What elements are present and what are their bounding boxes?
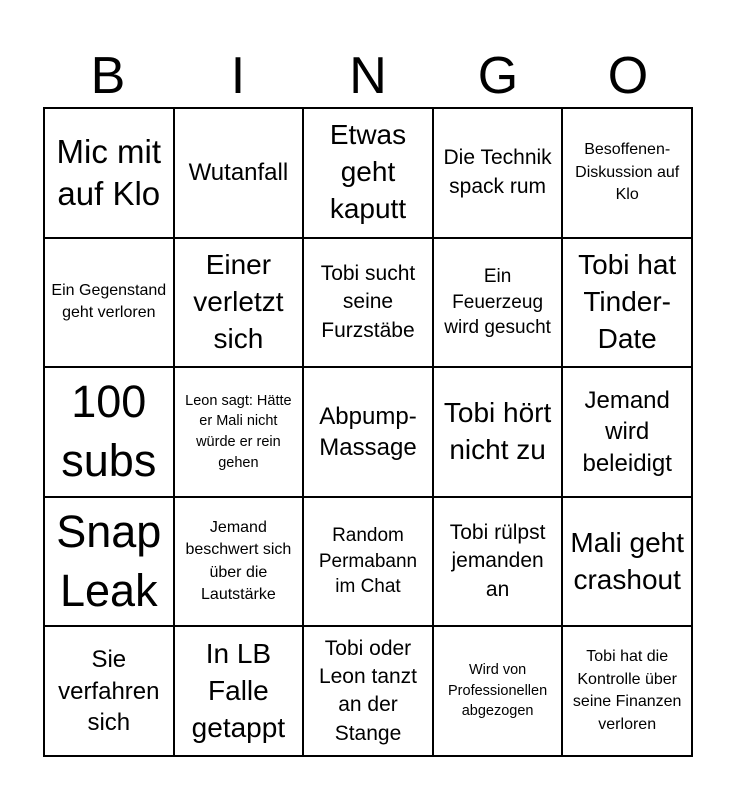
cell-text: Tobi sucht seine Furzstäbe [320, 261, 416, 342]
cell-text: Wird von Professionellen abgezogen [448, 662, 548, 720]
bingo-cell[interactable] [44, 108, 174, 238]
bingo-cell[interactable] [44, 367, 174, 497]
cell-text: Ein Feuerzeug wird gesucht [444, 265, 551, 339]
bingo-cell[interactable] [174, 108, 304, 238]
bingo-cell[interactable] [44, 497, 174, 627]
bingo-cell[interactable] [562, 497, 692, 627]
bingo-cell[interactable] [174, 497, 304, 627]
bingo-cell[interactable] [562, 626, 692, 756]
cell-text: Die Technik spack rum [443, 146, 552, 198]
header-letter-n: N [349, 47, 387, 105]
bingo-cell[interactable] [303, 238, 433, 368]
cell-text: Mali geht crashout [570, 526, 684, 595]
bingo-cell[interactable] [303, 108, 433, 238]
bingo-grid [43, 107, 693, 757]
cell-text: Besoffenen-Diskussion auf Klo [575, 141, 680, 203]
cell-text: Abpump-Massage [319, 402, 417, 461]
cell-text: Snap Leak [56, 506, 162, 616]
bingo-cell[interactable] [562, 108, 692, 238]
bingo-cell[interactable] [174, 238, 304, 368]
bingo-cell[interactable] [433, 626, 563, 756]
cell-text: Tobi rülpst jemanden an [449, 521, 546, 601]
cell-text: Sie verfahren sich [58, 646, 160, 736]
bingo-cell[interactable] [44, 238, 174, 368]
header-letter-b: B [90, 47, 126, 105]
bingo-cell[interactable] [44, 626, 174, 756]
cell-text: Wutanfall [188, 159, 289, 187]
cell-text: Jemand wird beleidigt [582, 387, 672, 477]
cell-text: Einer verletzt sich [193, 248, 284, 354]
cell-text: Jemand beschwert sich über die Lautstärke [185, 518, 292, 603]
bingo-cell[interactable] [174, 367, 304, 497]
cell-text: Ein Gegenstand geht verloren [51, 282, 167, 322]
bingo-cell[interactable] [433, 108, 563, 238]
cell-text: Random Permabann im Chat [318, 525, 418, 598]
header-letter-i: I [230, 47, 246, 105]
bingo-cell[interactable] [303, 626, 433, 756]
bingo-cell[interactable] [303, 497, 433, 627]
cell-text: Etwas geht kaputt [329, 119, 407, 225]
bingo-cell[interactable] [562, 238, 692, 368]
bingo-cell[interactable] [433, 497, 563, 627]
bingo-cell[interactable] [174, 626, 304, 756]
cell-text: Tobi oder Leon tanzt an der Stange [318, 636, 418, 745]
cell-text: Tobi hat Tinder-Date [578, 248, 677, 354]
cell-text: Tobi hat die Kontrolle über seine Finanzen verloren [572, 648, 682, 733]
cell-text: In LB Falle getappt [191, 637, 286, 743]
bingo-cell[interactable] [562, 367, 692, 497]
cell-text: Tobi hört nicht zu [443, 397, 552, 465]
cell-text: Leon sagt: Hätte er Mali nicht würde er rein gehen [185, 392, 292, 471]
cell-text: Mic mit auf Klo [56, 132, 162, 212]
cell-text: 100 subs [61, 376, 157, 486]
bingo-header [43, 46, 693, 106]
header-letter-o: O [607, 47, 649, 105]
bingo-cell[interactable] [433, 367, 563, 497]
bingo-cell[interactable] [303, 367, 433, 497]
bingo-cell[interactable] [433, 238, 563, 368]
header-letter-g: G [477, 47, 519, 105]
